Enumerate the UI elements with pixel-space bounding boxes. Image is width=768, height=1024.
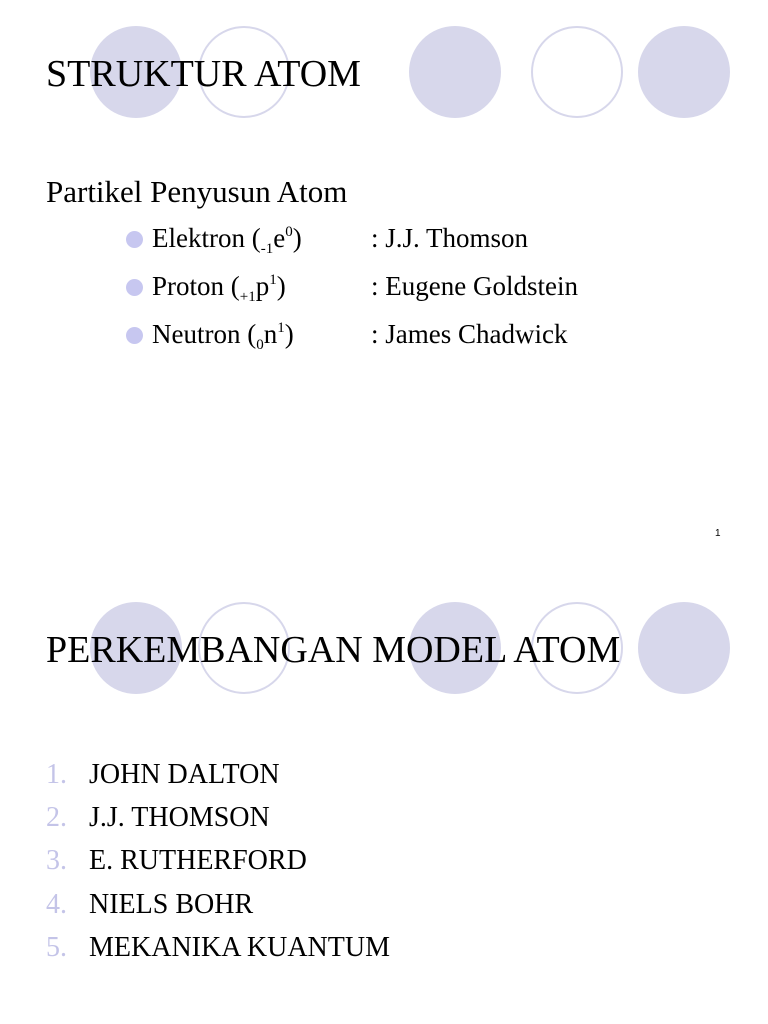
list-label: NIELS BOHR	[89, 889, 254, 920]
particle-name: Neutron $(_0n^1)$	[152, 319, 294, 353]
bullet-icon	[126, 327, 143, 344]
page-number: 1	[715, 528, 721, 539]
particle-discoverer: : James Chadwick	[371, 319, 568, 349]
slide-title: PERKEMBANGAN MODEL ATOM	[46, 629, 621, 671]
particle-name: Proton $(_{+1}p^1)$	[152, 271, 286, 305]
bullet-icon	[126, 231, 143, 248]
list-label: JOHN DALTON	[89, 759, 280, 790]
list-item	[46, 891, 253, 919]
bullet-icon	[126, 279, 143, 296]
list-number: 4.	[46, 889, 67, 920]
list-item	[46, 804, 270, 832]
particle-name: Elektron $(_{-1}e^0)$	[152, 223, 302, 257]
list-item	[46, 934, 390, 962]
list-item	[46, 847, 307, 875]
slide-perkembangan-model-atom	[0, 576, 768, 1024]
decor-circle-filled	[638, 26, 730, 118]
particle-discoverer: : J.J. Thomson	[371, 223, 529, 253]
decor-circle-outline	[531, 26, 623, 118]
list-label: J.J. THOMSON	[89, 802, 270, 833]
list-number: 5.	[46, 932, 67, 963]
section-heading: Partikel Penyusun Atom	[46, 174, 348, 209]
decor-circle-filled	[409, 26, 501, 118]
decor-circle-filled	[638, 602, 730, 694]
list-number: 2.	[46, 802, 67, 833]
list-label: MEKANIKA KUANTUM	[89, 932, 390, 963]
list-label: E. RUTHERFORD	[89, 845, 307, 876]
list-item	[46, 761, 280, 789]
list-number: 1.	[46, 759, 67, 790]
particle-discoverer: : Eugene Goldstein	[371, 271, 578, 301]
list-number: 3.	[46, 845, 67, 876]
slide-title: STRUKTUR ATOM	[46, 53, 361, 95]
